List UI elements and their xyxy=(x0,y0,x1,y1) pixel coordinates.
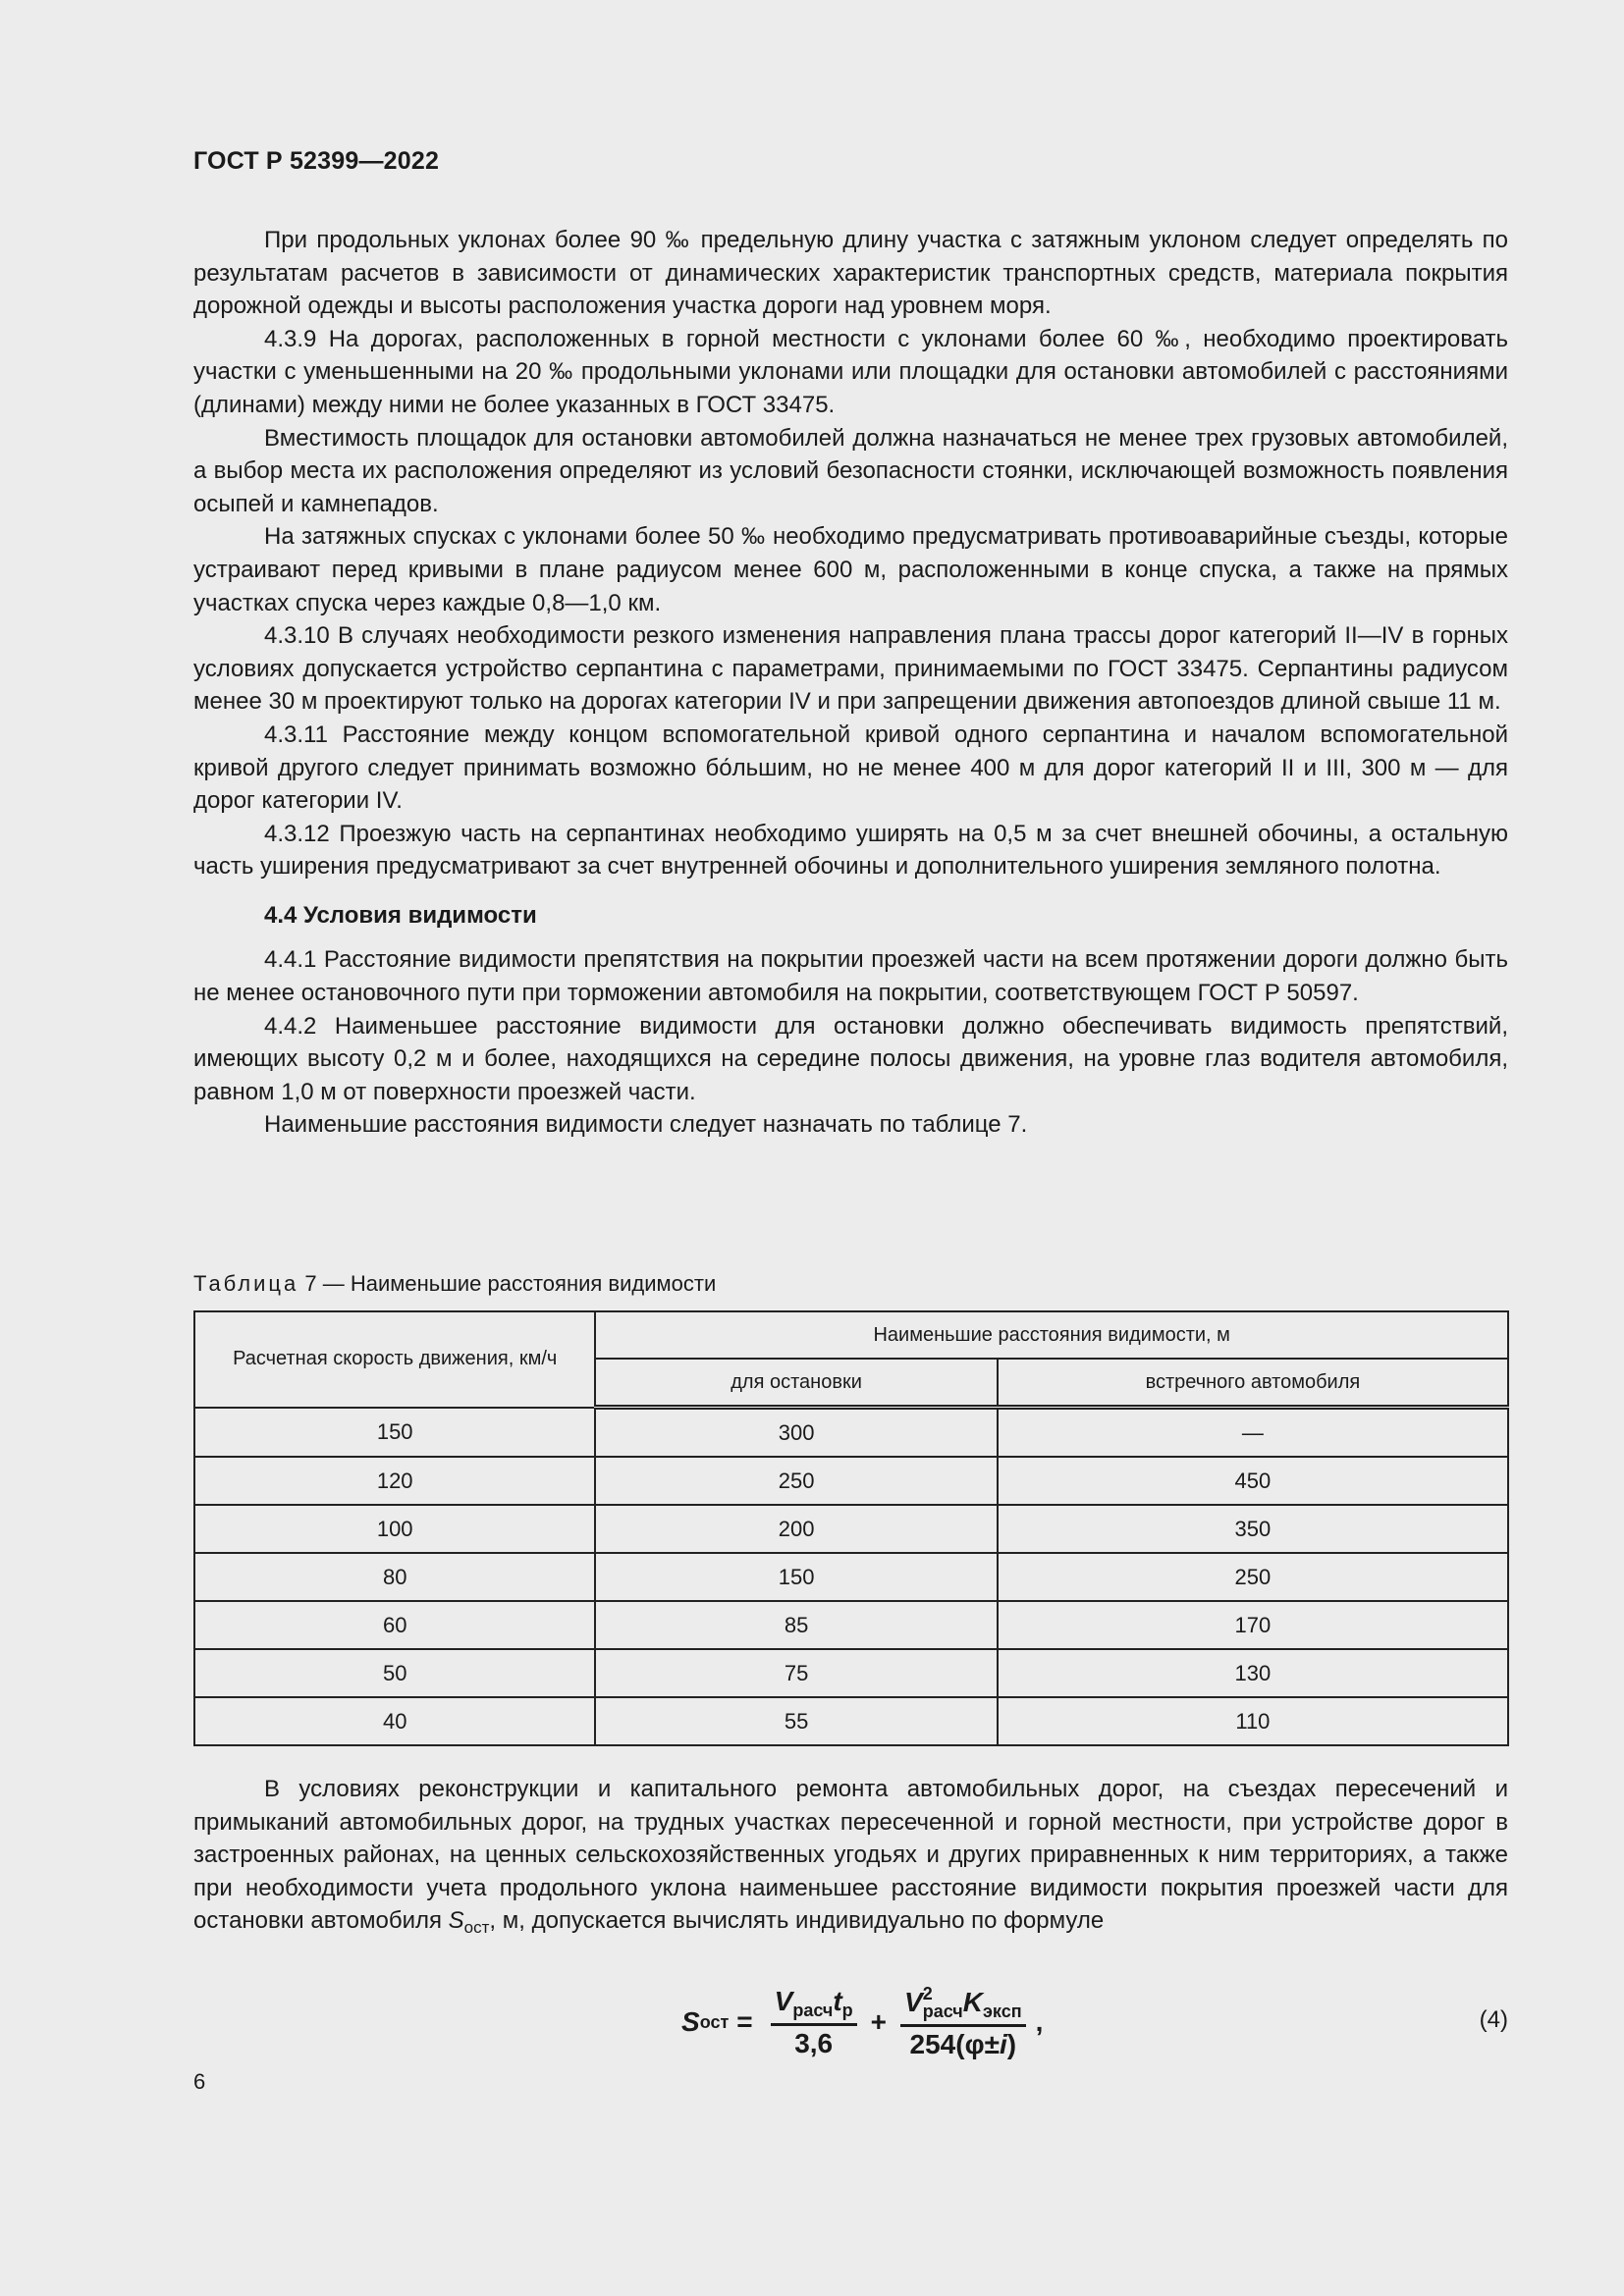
table-row xyxy=(194,1649,1508,1697)
paragraph-4-4-2: 4.4.2 Наименьшее расстояние видимости для остановки должно обеспечивать видимость препятствий, имеющих высоту 0,2 м и более, находящихся на середине полосы движения, на уровне глаз водителя автомобиля, равном 1,0 м от поверхности проезжей части. xyxy=(193,1012,1508,1105)
fraction-1-denominator: 3,6 xyxy=(794,2027,834,2058)
paragraph-text-start: В условиях реконструкции и капитального ремонта автомобильных дорог, на съездах пересечений и примыканий автомобильных дорог, на трудных участках пересеченной и горной местности, при устройстве дорог в застроенных районах, на ценных сельскохозяйственных угодьях и других приравненных к ним территориях, а также при необходимости учета продольного уклона наименьшее расстояние видимости покрытия проезжей части для остановки автомобиля xyxy=(193,1776,1508,1935)
paragraph-4-3-10: 4.3.10 В случаях необходимости резкого изменения направления плана трассы дорог категорий II—IV в горных условиях допускается устройство серпантина с параметрами, принимаемыми по ГОСТ 33475. Серпантины радиусом менее 30 м проектируют только на дорогах категории IV и при запрещении движения автопоездов длиной свыше 11 м. xyxy=(193,622,1508,716)
table-row xyxy=(194,1697,1508,1745)
cell-stop: 300 xyxy=(595,1408,997,1458)
cell-stop: 85 xyxy=(595,1601,997,1649)
var-t: t xyxy=(833,1985,842,2016)
table-row xyxy=(194,1408,1508,1458)
var-v: V xyxy=(904,1987,923,2017)
cell-oncoming: — xyxy=(998,1408,1508,1458)
formula-body xyxy=(681,1983,1043,2061)
var-v: V xyxy=(774,1985,793,2016)
cell-oncoming: 110 xyxy=(998,1697,1508,1745)
var-v-sup: 2 xyxy=(922,1984,933,2003)
paragraph-emergency-exits: На затяжных спусках с уклонами более 50 ‰ необходимо предусматривать противоаварийные съезды, которые устраивают перед кривыми в плане радиусом менее 600 м, расположенными в конце спуска, а также на прямых участках спуска через каждые 0,8—1,0 км. xyxy=(193,523,1508,616)
header-oncoming: встречного автомобиля xyxy=(998,1359,1508,1408)
cell-oncoming: 250 xyxy=(998,1553,1508,1601)
table-caption-label: Таблица xyxy=(193,1271,299,1296)
cell-speed: 120 xyxy=(194,1457,595,1505)
var-v-sub: расч xyxy=(922,2002,963,2021)
table-caption xyxy=(193,1271,716,1297)
cell-speed: 100 xyxy=(194,1505,595,1553)
var-i: i xyxy=(999,2029,1007,2059)
fraction-2-numerator xyxy=(900,1984,1026,2027)
cell-stop: 200 xyxy=(595,1505,997,1553)
var-v-sub: расч xyxy=(792,2000,834,2020)
fraction-1 xyxy=(771,1986,857,2059)
symbol-s: S xyxy=(448,1907,464,1935)
table-caption-title: 7 — Наименьшие расстояния видимости xyxy=(298,1271,717,1296)
table-row xyxy=(194,1505,1508,1553)
document-header: ГОСТ Р 52399—2022 xyxy=(193,147,440,175)
table-row xyxy=(194,1601,1508,1649)
cell-oncoming: 130 xyxy=(998,1649,1508,1697)
header-speed: Расчетная скорость движения, км/ч xyxy=(194,1311,595,1408)
cell-oncoming: 170 xyxy=(998,1601,1508,1649)
paragraph-stop-areas: Вместимость площадок для остановки автомобилей должна назначаться не менее трех грузовых автомобилей, а выбор места их расположения определяют из условий безопасности стоянки, исключающей возможность появления осыпей и камнепадов. xyxy=(193,424,1508,517)
header-min-distances: Наименьшие расстояния видимости, м xyxy=(595,1311,1508,1359)
section-heading-4-4: 4.4 Условия видимости xyxy=(264,901,537,929)
formula-plus: + xyxy=(870,2006,888,2037)
cell-stop: 75 xyxy=(595,1649,997,1697)
page-number: 6 xyxy=(193,2069,206,2094)
paragraph-reconstruction xyxy=(193,1773,1508,1945)
den-post: ) xyxy=(1006,2029,1017,2059)
paragraph-4-4-1: 4.4.1 Расстояние видимости препятствия на покрытии проезжей части на всем протяжении дороги должно быть не менее остановочного пути при торможении автомобиля на покрытии, соответствующем ГОСТ Р 50597. xyxy=(193,946,1508,1007)
cell-oncoming: 350 xyxy=(998,1505,1508,1553)
den-pre: 254(φ± xyxy=(909,2029,1000,2059)
fraction-2-denominator xyxy=(910,2027,1017,2060)
paragraph-4-3-9: 4.3.9 На дорогах, расположенных в горной местности с уклонами более 60 ‰, необходимо проектировать участки с уменьшенными на 20 ‰ продольными уклонами или площадки для остановки автомобилей с расстояниями (длинами) между ними не более указанных в ГОСТ 33475. xyxy=(193,325,1508,418)
reconstruction-paragraph xyxy=(193,1773,1508,1945)
table-row xyxy=(194,1457,1508,1505)
paragraph-text-end: , м, допускается вычислять индивидуально по формуле xyxy=(489,1907,1105,1935)
fraction-2 xyxy=(900,1984,1026,2060)
cell-oncoming: 450 xyxy=(998,1457,1508,1505)
cell-speed: 50 xyxy=(194,1649,595,1697)
table-row xyxy=(194,1553,1508,1601)
header-for-stop: для остановки xyxy=(595,1359,997,1408)
formula-4 xyxy=(193,1983,1508,2061)
equation-number: (4) xyxy=(1479,2006,1508,2033)
paragraph-4-3-11: 4.3.11 Расстояние между концом вспомогательной кривой одного серпантина и началом вспомогательной кривой другого следует принимать возможно бо́льшим, но не менее 400 м для дорог категорий II и III, 300 м — для дорог категории IV. xyxy=(193,721,1508,815)
cell-stop: 55 xyxy=(595,1697,997,1745)
cell-speed: 80 xyxy=(194,1553,595,1601)
formula-lhs: S xyxy=(681,2006,700,2037)
var-k: K xyxy=(962,1987,983,2017)
body-text xyxy=(193,224,1508,1142)
cell-speed: 60 xyxy=(194,1601,595,1649)
cell-speed: 150 xyxy=(194,1408,595,1458)
formula-lhs-sub: ост xyxy=(699,2011,730,2032)
paragraph-4-3-12: 4.3.12 Проезжую часть на серпантинах необходимо уширять на 0,5 м за счет внешней обочины, а остальную часть уширения предусматривают за счет внутренней обочины и дополнительного уширения земляного полотна. xyxy=(193,820,1508,881)
var-k-sub: эксп xyxy=(982,2002,1022,2021)
formula-equals: = xyxy=(736,2006,753,2037)
cell-stop: 250 xyxy=(595,1457,997,1505)
fraction-1-numerator xyxy=(771,1986,857,2026)
paragraph-table-ref: Наименьшие расстояния видимости следует назначать по таблице 7. xyxy=(264,1111,1028,1139)
var-t-sub: р xyxy=(841,2000,853,2020)
paragraph-gradient-length: При продольных уклонах более 90 ‰ предельную длину участка с затяжным уклоном следует определять по результатам расчетов в зависимости от динамических характеристик транспортных средств, материала покрытия дорожной одежды и высоты расположения участка дороги над уровнем моря. xyxy=(193,227,1508,320)
cell-speed: 40 xyxy=(194,1697,595,1745)
formula-comma: , xyxy=(1035,2006,1044,2037)
symbol-s-subscript: ост xyxy=(463,1918,490,1938)
visibility-table xyxy=(193,1310,1509,1746)
cell-stop: 150 xyxy=(595,1553,997,1601)
